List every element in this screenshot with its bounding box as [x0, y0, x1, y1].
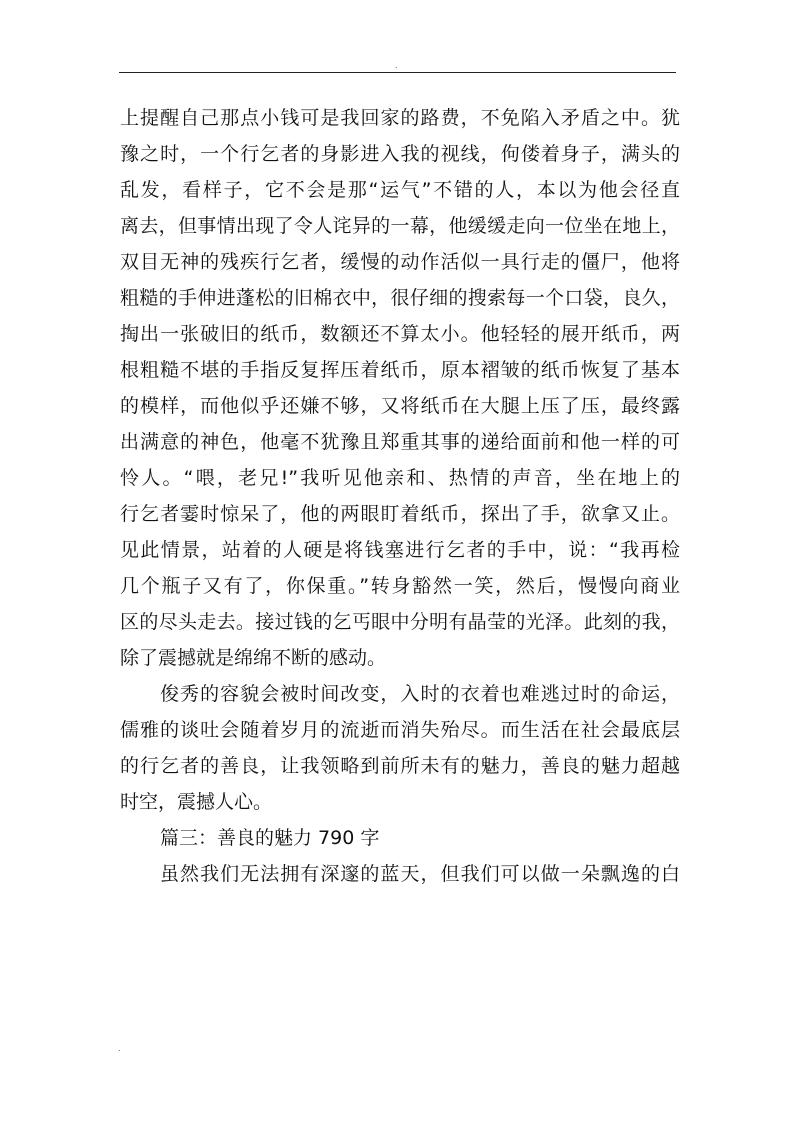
- header-mark: .: [395, 61, 398, 70]
- text-line: 俊秀的容貌会被时间改变，入时的衣着也难逃过时的命运，: [160, 683, 680, 705]
- footer-mark: .: [118, 1044, 121, 1053]
- text-line: 根粗糙不堪的手指反复挥压着纸币，原本褶皱的纸币恢复了基本: [120, 359, 680, 381]
- text-line: 区的尽头走去。接过钱的乞丐眼中分明有晶莹的光泽。此刻的我，: [120, 611, 680, 633]
- text-line: 见此情景，站着的人硬是将钱塞进行乞者的手中，说：“我再检: [120, 539, 680, 561]
- text-line: 的模样，而他似乎还嫌不够，又将纸币在大腿上压了压，最终露: [120, 395, 680, 417]
- text-line: 双目无神的残疾行乞者，缓慢的动作活似一具行走的僵尸，他将: [120, 251, 680, 273]
- text-line: 的行乞者的善良，让我领略到前所未有的魅力，善良的魅力超越: [120, 755, 680, 777]
- text-line: 出满意的神色，他毫不犹豫且郑重其事的递给面前和他一样的可: [120, 431, 680, 453]
- text-line: 时空，震撼人心。: [120, 791, 273, 813]
- text-line: 除了震撼就是绵绵不断的感动。: [120, 647, 387, 669]
- text-line: 离去，但事情出现了令人诧异的一幕，他缓缓走向一位坐在地上，: [120, 215, 680, 237]
- text-line: 虽然我们无法拥有深邃的蓝天，但我们可以做一朵飘逸的白: [160, 863, 680, 885]
- text-line: 粗糙的手伸进蓬松的旧棉衣中，很仔细的搜索每一个口袋，良久，: [120, 287, 680, 309]
- text-line: 乱发，看样子，它不会是那“运气”不错的人，本以为他会径直: [120, 179, 680, 201]
- text-line: 掏出一张破旧的纸币，数额还不算太小。他轻轻的展开纸币，两: [120, 323, 680, 345]
- section-heading: 篇三：善良的魅力 790 字: [160, 827, 380, 849]
- text-line: 豫之时，一个行乞者的身影进入我的视线，佝偻着身子，满头的: [120, 143, 680, 165]
- text-line: 行乞者霎时惊呆了，他的两眼盯着纸币，探出了手，欲拿又止。: [120, 503, 680, 525]
- text-line: 儒雅的谈吐会随着岁月的流逝而消失殆尽。而生活在社会最底层: [120, 719, 680, 741]
- document-body: [120, 100, 680, 892]
- text-line: 怜人。“喂，老兄!”我听见他亲和、热情的声音，坐在地上的: [120, 467, 680, 489]
- header-rule: [119, 72, 676, 73]
- text-line: 几个瓶子又有了，你保重。”转身豁然一笑，然后，慢慢向商业: [120, 575, 680, 597]
- text-line: 上提醒自己那点小钱可是我回家的路费，不免陷入矛盾之中。犹: [120, 107, 680, 129]
